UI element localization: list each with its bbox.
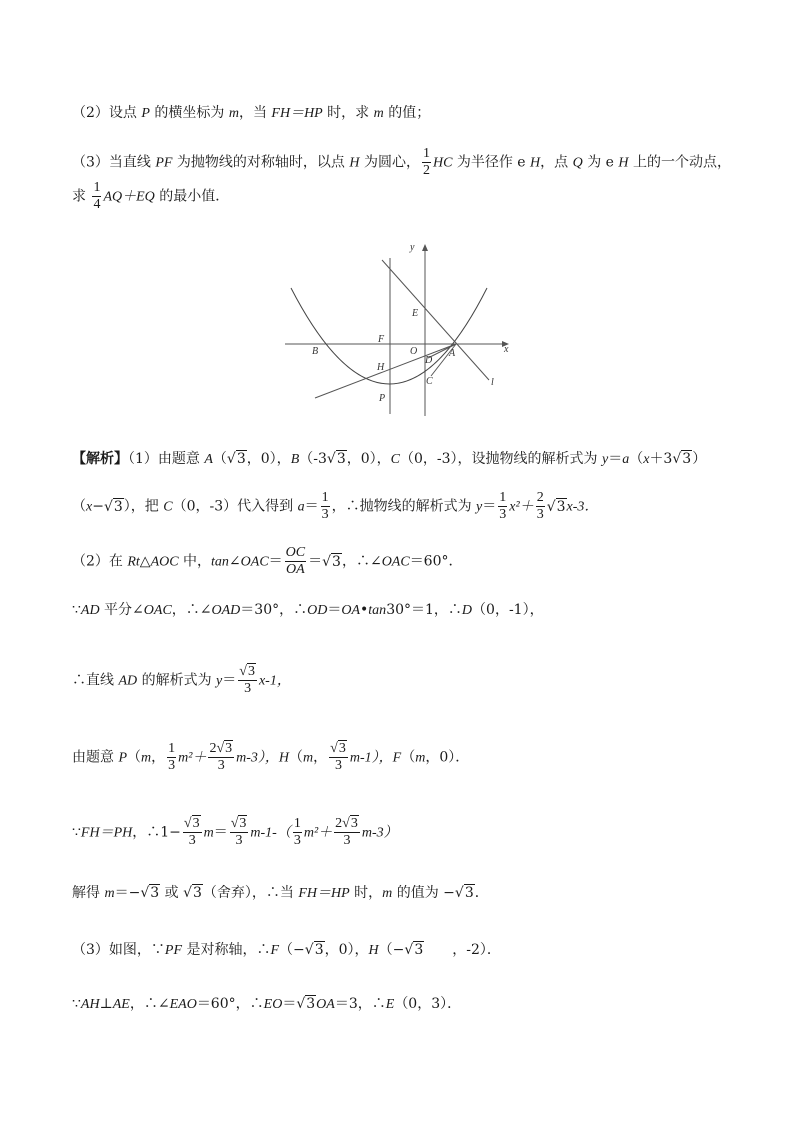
solution-line-9: （3）如图，∵PF 是对称轴，∴F（−√3，0），H（−√3 ，-2）． <box>72 942 501 958</box>
solution-line-3: （2）在 Rt△AOC 中，tan∠OAC＝ $\frac{OC}{OA}$ ＝√3，∴∠OAC＝60°． <box>72 545 463 577</box>
fraction: $\frac{1}{3}$ <box>168 741 176 773</box>
question-3-line-1: （3）当直线 PF 为抛物线的对称轴时，以点 H 为圆心， $\frac{1}{2}$ HC 为半径作 e H，点 Q 为 e H 上的一个动点， <box>72 146 731 178</box>
sqrt-3: √3 <box>546 498 566 515</box>
fraction: $\frac{2√3}{3}$ <box>209 741 233 773</box>
label-o: O <box>410 346 418 357</box>
line-l <box>382 260 489 380</box>
label-x: x <box>504 344 509 355</box>
question-2: （2）设点 P 的横坐标为 m，当 FH＝HP 时，求 m 的值； <box>72 105 431 121</box>
fraction-sqrt3-over-3: $\frac{√3}{3}$ <box>239 664 255 696</box>
sqrt-3: √3 <box>326 451 346 467</box>
sqrt-3: √3 <box>322 553 341 570</box>
fraction-one-half: $\frac{1}{2}$ <box>422 146 430 178</box>
label-l: l <box>491 377 494 388</box>
fraction-one-quarter: $\frac{1}{4}$ <box>93 180 101 212</box>
label-p: P <box>379 393 386 404</box>
y-axis-arrow <box>422 244 428 251</box>
fraction: $\frac{1}{3}$ <box>321 490 329 522</box>
label-a: A <box>449 348 456 359</box>
label-b: B <box>312 346 319 357</box>
fraction: $\frac{2}{3}$ <box>536 490 544 522</box>
solution-line-10: ∵AH⊥AE，∴∠EAO＝60°，∴EO＝√3OA＝3，∴E（0，3）． <box>72 996 462 1012</box>
solution-line-6: 由题意 P（m， $\frac{1}{3}$ m²＋ $\frac{2√3}{3}$ m-3），H（m， $\frac{√3}{3}$ m-1），F（m，0）． <box>72 741 470 773</box>
solution-line-7: ∵FH＝PH，∴1− $\frac{√3}{3}$ m＝ $\frac{√3}{3}$ m-1-（ $\frac{1}{3}$ m²＋ $\frac{2√3}{3}$ m-3） <box>72 816 398 848</box>
fraction: $\frac{2√3}{3}$ <box>335 816 358 848</box>
label-y: y <box>410 242 415 253</box>
sqrt-3: √3 <box>672 451 692 467</box>
solution-line-1: 【解析】（1）由题意 A（√3，0），B（-3√3，0），C（0，-3），设抛物线的解析式为 y＝a（x＋3√3） <box>72 451 707 467</box>
solution-line-2: （x−√3），把 C（0，-3）代入得到 a＝ $\frac{1}{3}$ ，∴抛物线的解析式为 y＝ $\frac{1}{3}$ x²＋ $\frac{2}{3}$ √3x-3． <box>72 490 599 522</box>
label-e: E <box>412 308 419 319</box>
sqrt-3: √3 <box>103 498 123 515</box>
label-c: C <box>426 376 433 387</box>
solution-line-8: 解得 m＝−√3 或 √3（舍弃），∴当 FH＝HP 时，m 的值为 −√3． <box>72 885 489 901</box>
solution-line-4: ∵AD 平分∠OAC，∴∠OAD＝30°，∴OD＝OA•tan30°＝1，∴D（0，-1）， <box>72 602 544 618</box>
label-h: H <box>377 362 385 373</box>
label-f: F <box>378 334 385 345</box>
question-3-line-2: 求 $\frac{1}{4}$ AQ＋EQ 的最小值． <box>72 180 230 212</box>
fraction: $\frac{1}{3}$ <box>293 816 301 848</box>
solution-line-5: ∴直线 AD 的解析式为 y＝ $\frac{√3}{3}$ x-1， <box>72 664 291 696</box>
fraction: $\frac{√3}{3}$ <box>230 816 247 848</box>
fraction: $\frac{1}{3}$ <box>499 490 507 522</box>
fraction-oc-oa: $\frac{OC}{OA}$ <box>285 545 306 577</box>
fraction: $\frac{√3}{3}$ <box>183 816 200 848</box>
parabola-figure <box>283 240 513 420</box>
fraction: $\frac{√3}{3}$ <box>330 741 346 773</box>
label-d: D <box>425 355 433 366</box>
sqrt-3: √3 <box>226 451 246 467</box>
